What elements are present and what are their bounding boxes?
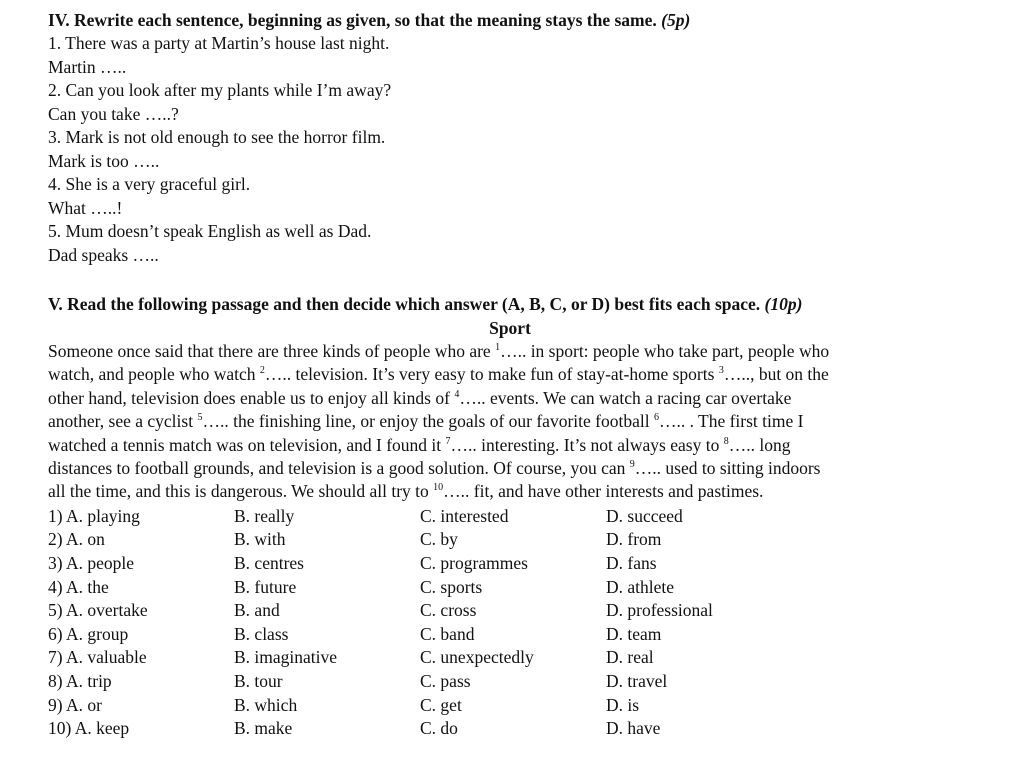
option-c: C. interested: [420, 505, 509, 526]
option-b: B. future: [234, 576, 297, 597]
blank-number: 5: [197, 412, 203, 424]
option-c: C. pass: [420, 671, 471, 691]
passage-text: another, see a cyclist: [48, 411, 198, 432]
passage-text: ….. fit, and have other interests and pastimes.: [443, 481, 764, 502]
option-a: 1) A. playing: [48, 505, 140, 526]
option-row: [48, 576, 1024, 600]
option-a: 2) A. on: [48, 529, 105, 550]
passage-text: ….. the finishing line, or enjoy the goals of our favorite football: [202, 411, 654, 432]
option-d: D. travel: [606, 671, 668, 691]
passage-line: [48, 434, 1024, 457]
option-c: C. programmes: [420, 553, 528, 574]
passage-line: [48, 480, 1024, 503]
blank-number: 4: [454, 388, 460, 400]
blank-number: 8: [723, 435, 729, 447]
blank-number: 9: [629, 459, 635, 471]
blank-number: 7: [445, 435, 451, 447]
exercise-sentence: 2. Can you look after my plants while I’m away?: [48, 80, 392, 100]
option-row: [48, 599, 1024, 623]
passage-text: ….. television. It’s very easy to make fun of stay-at-home sports: [264, 364, 719, 385]
option-b: B. with: [234, 529, 286, 550]
option-a: 8) A. trip: [48, 671, 112, 691]
option-row: [48, 670, 1024, 694]
option-b: B. which: [234, 694, 298, 715]
passage-line: [48, 363, 1024, 386]
option-a: 10) A. keep: [48, 718, 130, 739]
passage-line: [48, 387, 1024, 410]
passage-text: all the time, and this is dangerous. We should all try to: [48, 481, 434, 502]
option-b: B. really: [234, 505, 295, 526]
option-a: 3) A. people: [48, 553, 135, 574]
passage-text: ….. in sport: people who take part, people who: [500, 341, 830, 361]
option-d: D. professional: [606, 600, 713, 621]
option-c: C. do: [420, 718, 458, 739]
option-b: B. tour: [234, 671, 283, 691]
section-iv-heading-text: IV. Rewrite each sentence, beginning as given, so that the meaning stays the same.: [48, 10, 657, 30]
option-b: B. imaginative: [234, 647, 338, 668]
exercise-prompt: What …..!: [48, 197, 123, 218]
blank-number: 6: [653, 412, 659, 424]
passage-text: ….. long: [728, 434, 791, 455]
exercise-prompt: Dad speaks …..: [48, 244, 159, 265]
option-d: D. is: [606, 694, 640, 715]
option-row: [48, 717, 1024, 741]
passage-text: ….. used to sitting indoors: [634, 458, 821, 479]
option-c: C. cross: [420, 600, 477, 621]
option-c: C. by: [420, 529, 458, 550]
passage-text: ….. events. We can watch a racing car overtake: [459, 387, 792, 408]
passage-text: ….. . The first time I: [658, 411, 804, 432]
option-a: 5) A. overtake: [48, 600, 148, 621]
passage-line: [48, 457, 1024, 480]
option-d: D. team: [606, 623, 662, 644]
option-b: B. centres: [234, 553, 304, 574]
option-b: B. and: [234, 600, 280, 621]
option-c: C. get: [420, 694, 462, 715]
section-gap: [48, 267, 1024, 292]
passage-text: other hand, television does enable us to enjoy all kinds of: [48, 387, 455, 408]
passage-text: ….., but on the: [723, 364, 829, 385]
exercise-sentence: 5. Mum doesn’t speak English as well as Dad.: [48, 221, 372, 241]
passage-text: ….. interesting. It’s not always easy to: [450, 434, 724, 455]
passage-line: [48, 340, 1024, 363]
option-row: [48, 552, 1024, 576]
section-v-heading: [48, 292, 1024, 316]
option-d: D. have: [606, 718, 661, 739]
passage-text: watched a tennis match was on television, and I found it: [48, 434, 446, 455]
section-iv-items: [48, 32, 1024, 267]
passage-text: watch, and people who watch: [48, 364, 260, 385]
exercise-sentence: 3. Mark is not old enough to see the horror film.: [48, 127, 386, 147]
exercise-sentence: 4. She is a very graceful girl.: [48, 174, 251, 194]
exercise-sentence: 1. There was a party at Martin’s house last night.: [48, 33, 390, 53]
blank-number: 3: [718, 365, 724, 377]
option-a: 4) A. the: [48, 576, 109, 597]
option-d: D. athlete: [606, 576, 675, 597]
blank-number: 1: [495, 342, 501, 353]
blank-number: 10: [433, 482, 444, 494]
option-row: [48, 694, 1024, 718]
option-b: B. class: [234, 623, 289, 644]
option-d: D. fans: [606, 553, 657, 574]
section-iv-points: (5p): [661, 10, 691, 30]
section-v-heading-text: V. Read the following passage and then decide which answer (A, B, C, or D) best fits each space.: [48, 294, 761, 314]
option-d: D. succeed: [606, 505, 683, 526]
passage-title: Sport: [489, 318, 531, 338]
option-a: 9) A. or: [48, 694, 102, 715]
option-row: [48, 646, 1024, 670]
section-iv-heading: [48, 8, 1024, 32]
option-row: [48, 528, 1024, 552]
passage-text: Someone once said that there are three kinds of people who are: [48, 341, 496, 361]
passage: [48, 340, 1024, 504]
option-row: [48, 505, 1024, 529]
option-row: [48, 623, 1024, 647]
option-c: C. sports: [420, 576, 483, 597]
passage-line: [48, 410, 1024, 433]
option-c: C. band: [420, 623, 475, 644]
exercise-prompt: Mark is too …..: [48, 150, 160, 171]
option-d: D. from: [606, 529, 662, 550]
blank-number: 2: [259, 365, 265, 377]
option-a: 6) A. group: [48, 623, 129, 644]
option-a: 7) A. valuable: [48, 647, 147, 668]
passage-text: distances to football grounds, and television is a good solution. Of course, you can: [48, 458, 630, 479]
option-b: B. make: [234, 718, 293, 739]
answer-options: [48, 505, 1024, 741]
exercise-prompt: Can you take …..?: [48, 103, 179, 124]
exercise-prompt: Martin …..: [48, 56, 127, 77]
option-d: D. real: [606, 647, 654, 668]
section-v-points: (10p): [764, 294, 803, 314]
option-c: C. unexpectedly: [420, 647, 534, 668]
